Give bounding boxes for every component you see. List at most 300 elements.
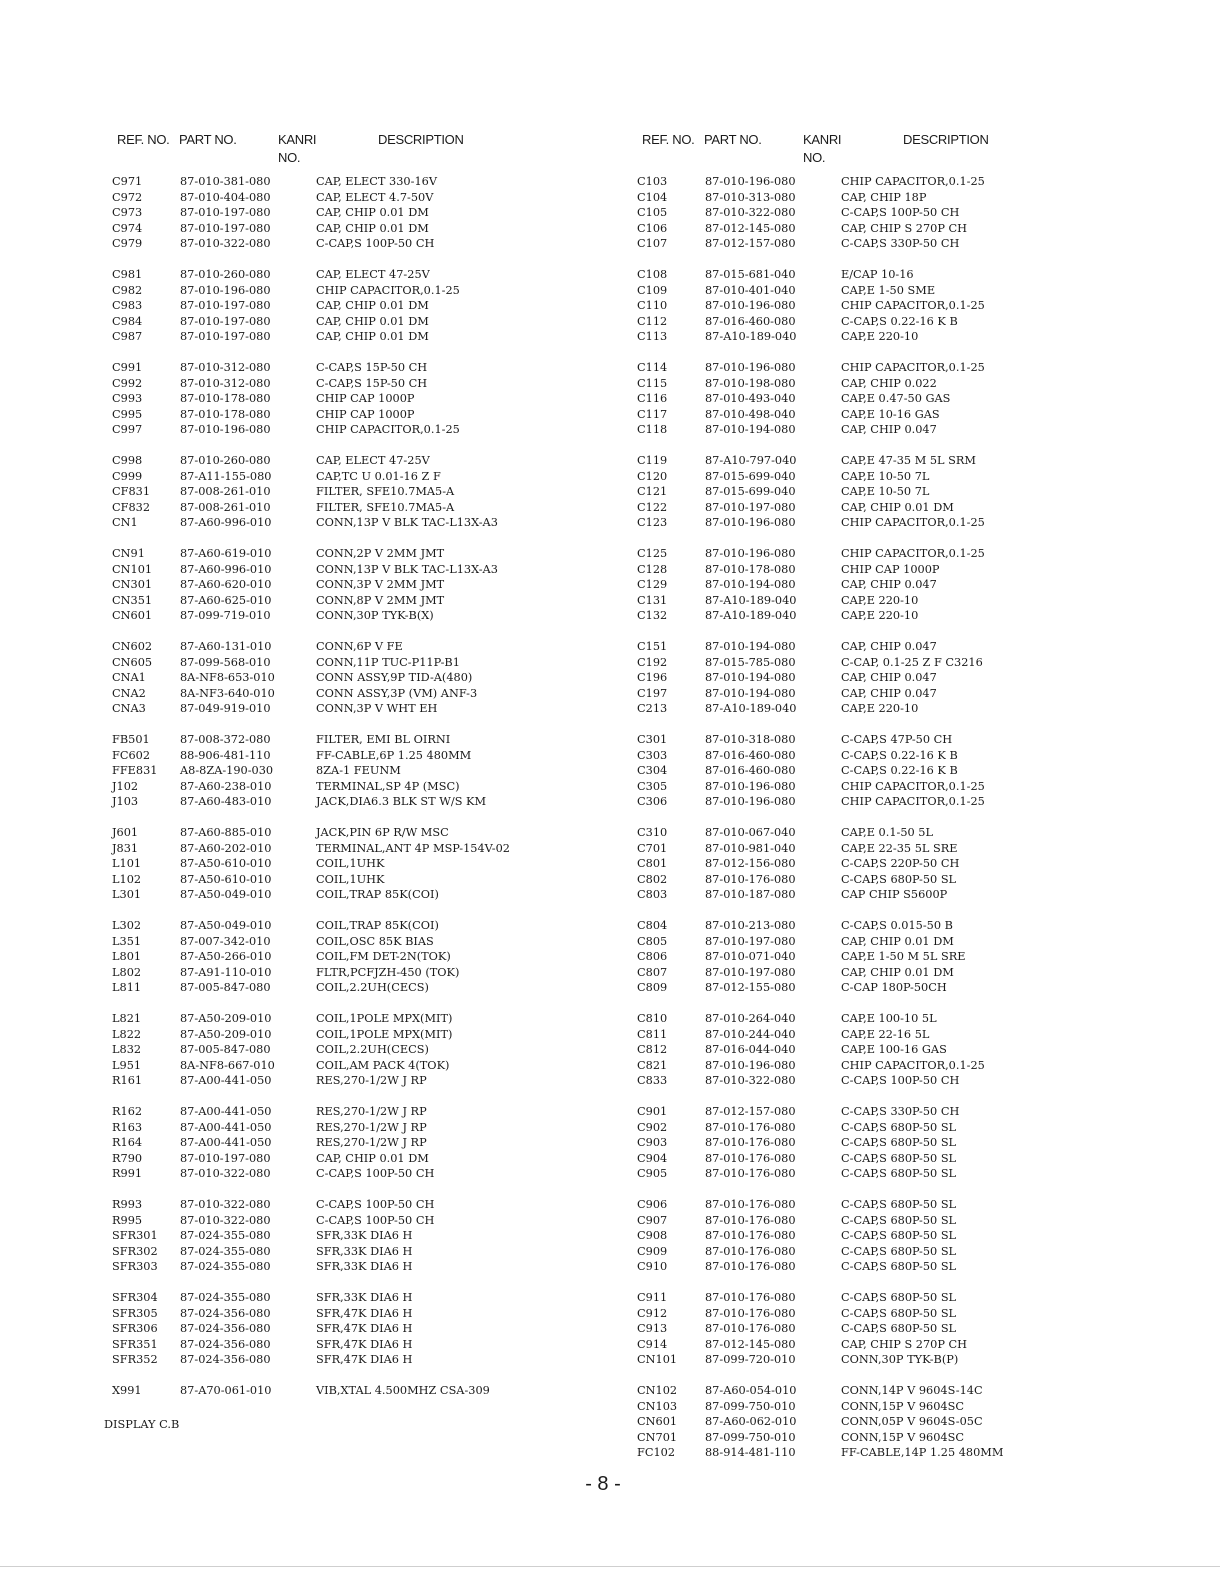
- description-cell: COIL,1UHK: [316, 872, 385, 886]
- ref-no-cell: C908: [637, 1229, 668, 1242]
- part-no-cell: 87-010-197-080: [180, 206, 271, 219]
- parts-row: [637, 205, 1197, 221]
- ref-no-cell: C106: [637, 221, 668, 235]
- bottom-rule: [0, 1566, 1220, 1567]
- part-no-cell: 87-005-847-080: [180, 981, 271, 994]
- ref-no-cell: L951: [112, 1058, 142, 1072]
- ref-no-cell: R993: [112, 1198, 143, 1211]
- parts-row: [112, 190, 672, 206]
- description-cell: CAP,E 10-50 7L: [841, 485, 930, 498]
- description-cell: CAP, CHIP 0.01 DM: [316, 206, 429, 219]
- part-no-cell: 87-010-197-080: [180, 221, 271, 235]
- ref-no-cell: L351: [112, 934, 142, 948]
- description-cell: CONN,11P TUC-P11P-B1: [316, 655, 460, 669]
- ref-no-cell: C129: [637, 578, 668, 591]
- ref-no-cell: C911: [637, 1291, 668, 1304]
- part-no-cell: 87-016-044-040: [705, 1043, 796, 1056]
- parts-row: [112, 515, 672, 531]
- parts-row: [112, 872, 672, 888]
- parts-row: [112, 469, 672, 485]
- ref-no-cell: C131: [637, 593, 668, 607]
- part-no-cell: 87-099-750-010: [705, 1430, 796, 1444]
- parts-row: [637, 918, 1197, 934]
- part-no-cell: 87-024-356-080: [180, 1306, 271, 1320]
- part-no-cell: 87-010-176-080: [705, 1322, 796, 1335]
- parts-row: [637, 856, 1197, 872]
- ref-no-cell: C982: [112, 283, 143, 297]
- ref-no-cell: C906: [637, 1198, 668, 1211]
- part-no-cell: 87-A60-619-010: [180, 547, 272, 560]
- parts-row: [112, 841, 672, 857]
- description-cell: CHIP CAPACITOR,0.1-25: [841, 175, 985, 188]
- description-cell: CAP, CHIP 0.047: [841, 686, 937, 700]
- part-no-cell: 87-024-356-080: [180, 1322, 271, 1335]
- parts-row: [112, 174, 672, 190]
- description-cell: C-CAP,S 680P-50 SL: [841, 1136, 957, 1149]
- part-no-cell: 87-A60-620-010: [180, 578, 272, 591]
- description-cell: SFR,33K DIA6 H: [316, 1291, 413, 1304]
- description-cell: C-CAP,S 680P-50 SL: [841, 1291, 957, 1304]
- description-cell: C-CAP,S 330P-50 CH: [841, 237, 960, 250]
- parts-row: [637, 1337, 1197, 1353]
- description-cell: C-CAP,S 100P-50 CH: [841, 1074, 960, 1087]
- part-no-cell: 87-010-404-080: [180, 190, 271, 204]
- parts-row: [112, 934, 672, 950]
- parts-row: [112, 1383, 672, 1399]
- parts-group: [637, 1197, 1197, 1275]
- description-cell: CAP, CHIP 0.01 DM: [316, 1151, 429, 1165]
- description-cell: CAP,E 1-50 SME: [841, 283, 936, 297]
- description-cell: SFR,47K DIA6 H: [316, 1337, 413, 1351]
- description-cell: C-CAP 180P-50CH: [841, 981, 947, 994]
- parts-row: [112, 1306, 672, 1322]
- part-no-cell: 87-010-197-080: [180, 299, 271, 312]
- ref-no-cell: R790: [112, 1151, 143, 1165]
- parts-row: [637, 841, 1197, 857]
- ref-no-cell: SFR304: [112, 1291, 158, 1304]
- ref-no-cell: R995: [112, 1213, 143, 1227]
- ref-no-cell: C701: [637, 841, 668, 855]
- parts-row: [112, 546, 672, 562]
- parts-row: [637, 639, 1197, 655]
- parts-column-right: [637, 130, 1197, 1476]
- part-no-cell: 87-010-176-080: [705, 872, 796, 886]
- parts-row: [112, 856, 672, 872]
- description-cell: CAP,E 100-16 GAS: [841, 1043, 947, 1056]
- ref-no-cell: C192: [637, 655, 668, 669]
- parts-row: [637, 1306, 1197, 1322]
- parts-rows-right: [637, 174, 1197, 1461]
- description-cell: CONN,14P V 9604S-14C: [841, 1384, 983, 1397]
- part-no-cell: 87-010-178-080: [180, 407, 271, 421]
- parts-row: [637, 1445, 1197, 1461]
- column-header: [112, 130, 672, 174]
- ref-no-cell: L302: [112, 919, 142, 932]
- ref-no-cell: SFR306: [112, 1322, 158, 1335]
- part-no-cell: 87-A10-189-040: [705, 609, 797, 622]
- ref-no-cell: C973: [112, 206, 143, 219]
- ref-no-cell: L811: [112, 981, 142, 994]
- part-no-cell: 87-007-342-010: [180, 934, 271, 948]
- ref-no-cell: R991: [112, 1167, 143, 1180]
- ref-no-cell: CN301: [112, 578, 153, 591]
- parts-row: [112, 283, 672, 299]
- parts-row: [637, 515, 1197, 531]
- parts-group: [637, 546, 1197, 624]
- part-no-cell: 87-010-244-040: [705, 1027, 796, 1041]
- part-no-cell: 87-A60-885-010: [180, 826, 272, 839]
- parts-row: [637, 794, 1197, 810]
- ref-no-cell: CF831: [112, 485, 151, 498]
- parts-row: [112, 360, 672, 376]
- parts-group: [112, 267, 672, 345]
- part-no-cell: 87-015-699-040: [705, 469, 796, 483]
- parts-row: [637, 298, 1197, 314]
- part-no-cell: 87-010-260-080: [180, 454, 271, 467]
- part-no-cell: 87-015-785-080: [705, 655, 796, 669]
- ref-no-cell: C902: [637, 1120, 668, 1134]
- description-cell: CHIP CAPACITOR,0.1-25: [841, 547, 985, 560]
- part-no-cell: 87-010-197-080: [180, 330, 271, 343]
- part-no-cell: 87-024-356-080: [180, 1337, 271, 1351]
- parts-row: [637, 190, 1197, 206]
- ref-no-cell: CN101: [112, 562, 153, 576]
- parts-row: [112, 1337, 672, 1353]
- part-no-cell: 87-024-355-080: [180, 1229, 271, 1242]
- ref-no-cell: C995: [112, 407, 143, 421]
- ref-no-cell: SFR351: [112, 1337, 158, 1351]
- ref-no-cell: C821: [637, 1058, 668, 1072]
- description-cell: COIL,2.2UH(CECS): [316, 1043, 429, 1056]
- part-no-cell: 87-024-355-080: [180, 1291, 271, 1304]
- parts-row: [112, 329, 672, 345]
- description-cell: CHIP CAPACITOR,0.1-25: [316, 423, 460, 436]
- parts-group: [112, 1383, 672, 1399]
- part-no-cell: 87-A60-202-010: [180, 841, 272, 855]
- part-no-cell: 87-010-176-080: [705, 1260, 796, 1273]
- part-no-cell: 87-010-196-080: [705, 1058, 796, 1072]
- part-no-cell: 87-010-322-080: [180, 1198, 271, 1211]
- part-no-cell: 87-A60-238-010: [180, 779, 272, 793]
- ref-no-cell: C987: [112, 330, 143, 343]
- part-no-cell: 87-010-176-080: [705, 1213, 796, 1227]
- description-cell: COIL,FM DET-2N(TOK): [316, 950, 451, 963]
- part-no-cell: 87-010-322-080: [180, 237, 271, 250]
- description-cell: CAP, CHIP 0.022: [841, 376, 937, 390]
- part-no-cell: 87-008-372-080: [180, 733, 271, 746]
- part-no-cell: 87-015-699-040: [705, 485, 796, 498]
- description-cell: SFR,33K DIA6 H: [316, 1229, 413, 1242]
- description-cell: RES,270-1/2W J RP: [316, 1074, 427, 1087]
- description-cell: SFR,33K DIA6 H: [316, 1244, 413, 1258]
- description-cell: CONN,8P V 2MM JMT: [316, 593, 445, 607]
- parts-group: [637, 453, 1197, 531]
- ref-no-cell: SFR301: [112, 1229, 158, 1242]
- parts-row: [637, 1414, 1197, 1430]
- part-no-cell: 87-A50-209-010: [180, 1027, 272, 1041]
- part-no-cell: 87-010-381-080: [180, 175, 271, 188]
- description-cell: CONN,3P V 2MM JMT: [316, 578, 445, 591]
- parts-group: [112, 639, 672, 717]
- parts-row: [112, 763, 672, 779]
- parts-row: [112, 500, 672, 516]
- description-cell: SFR,33K DIA6 H: [316, 1260, 413, 1273]
- part-no-cell: 87-024-355-080: [180, 1260, 271, 1273]
- ref-no-cell: C116: [637, 392, 668, 405]
- ref-no-cell: C304: [637, 764, 668, 777]
- ref-no-cell: C910: [637, 1260, 668, 1273]
- part-no-cell: 87-A00-441-050: [180, 1074, 272, 1087]
- parts-row: [637, 267, 1197, 283]
- header-ref-no: REF. NO.: [117, 132, 170, 147]
- parts-group: [637, 267, 1197, 345]
- description-cell: C-CAP,S 680P-50 SL: [841, 1213, 957, 1227]
- parts-row: [637, 1430, 1197, 1446]
- parts-row: [112, 1244, 672, 1260]
- ref-no-cell: CN701: [637, 1430, 678, 1444]
- part-no-cell: 87-010-981-040: [705, 841, 796, 855]
- ref-no-cell: FFE831: [112, 764, 158, 777]
- part-no-cell: 87-A50-610-010: [180, 872, 272, 886]
- description-cell: CONN,30P TYK-B(X): [316, 609, 434, 622]
- description-cell: TERMINAL,ANT 4P MSP-154V-02: [316, 841, 510, 855]
- part-no-cell: 87-010-067-040: [705, 826, 796, 839]
- description-cell: COIL,2.2UH(CECS): [316, 981, 429, 994]
- part-no-cell: 87-A50-266-010: [180, 950, 272, 963]
- part-no-cell: 87-010-196-080: [705, 795, 796, 808]
- ref-no-cell: C113: [637, 330, 668, 343]
- part-no-cell: 87-010-498-040: [705, 407, 796, 421]
- ref-no-cell: R164: [112, 1136, 143, 1149]
- ref-no-cell: C802: [637, 872, 668, 886]
- ref-no-cell: C112: [637, 314, 668, 328]
- parts-row: [112, 1352, 672, 1368]
- parts-row: [112, 562, 672, 578]
- description-cell: RES,270-1/2W J RP: [316, 1120, 427, 1134]
- parts-row: [112, 1228, 672, 1244]
- parts-row: [637, 1151, 1197, 1167]
- part-no-cell: 87-010-312-080: [180, 361, 271, 374]
- header-ref-no: REF. NO.: [642, 132, 695, 147]
- description-cell: CONN ASSY,3P (VM) ANF-3: [316, 686, 478, 700]
- parts-row: [637, 1213, 1197, 1229]
- ref-no-cell: C993: [112, 392, 143, 405]
- part-no-cell: 87-010-313-080: [705, 190, 796, 204]
- ref-no-cell: C118: [637, 423, 668, 436]
- description-cell: C-CAP,S 680P-50 SL: [841, 1322, 957, 1335]
- parts-group: [637, 732, 1197, 810]
- parts-row: [637, 236, 1197, 252]
- description-cell: CAP, CHIP 0.047: [841, 671, 937, 684]
- part-no-cell: 87-012-145-080: [705, 221, 796, 235]
- parts-row: [112, 1011, 672, 1027]
- ref-no-cell: FC602: [112, 748, 151, 762]
- ref-no-cell: C310: [637, 826, 668, 839]
- description-cell: JACK,DIA6.3 BLK ST W/S KM: [316, 795, 487, 808]
- ref-no-cell: L801: [112, 950, 142, 963]
- ref-no-cell: C984: [112, 314, 143, 328]
- ref-no-cell: L822: [112, 1027, 142, 1041]
- parts-row: [637, 872, 1197, 888]
- part-no-cell: 87-049-919-010: [180, 702, 271, 715]
- parts-row: [112, 1197, 672, 1213]
- parts-row: [112, 949, 672, 965]
- parts-row: [637, 965, 1197, 981]
- parts-row: [637, 469, 1197, 485]
- description-cell: FF-CABLE,6P 1.25 480MM: [316, 748, 472, 762]
- header-description: DESCRIPTION: [378, 132, 464, 147]
- parts-group: [112, 1011, 672, 1089]
- description-cell: CAP,E 0.1-50 5L: [841, 826, 933, 839]
- ref-no-cell: C971: [112, 175, 143, 188]
- description-cell: C-CAP,S 680P-50 SL: [841, 1306, 957, 1320]
- part-no-cell: 87-A50-209-010: [180, 1012, 272, 1025]
- parts-row: [637, 283, 1197, 299]
- parts-row: [112, 655, 672, 671]
- description-cell: CAP, ELECT 4.7-50V: [316, 190, 434, 204]
- description-cell: C-CAP,S 680P-50 SL: [841, 1229, 957, 1242]
- ref-no-cell: SFR352: [112, 1353, 158, 1366]
- parts-row: [637, 608, 1197, 624]
- part-no-cell: 87-010-196-080: [705, 547, 796, 560]
- ref-no-cell: C119: [637, 454, 668, 467]
- part-no-cell: 87-010-196-080: [705, 175, 796, 188]
- parts-row: [112, 407, 672, 423]
- part-no-cell: 87-010-176-080: [705, 1229, 796, 1242]
- parts-row: [637, 1399, 1197, 1415]
- parts-row: [112, 686, 672, 702]
- ref-no-cell: C807: [637, 965, 668, 979]
- ref-no-cell: C904: [637, 1151, 668, 1165]
- parts-row: [112, 1321, 672, 1337]
- ref-no-cell: L101: [112, 857, 142, 870]
- part-no-cell: 87-010-197-080: [705, 500, 796, 514]
- parts-row: [112, 314, 672, 330]
- ref-no-cell: C103: [637, 175, 668, 188]
- parts-row: [112, 701, 672, 717]
- part-no-cell: 87-A60-054-010: [705, 1384, 797, 1397]
- ref-no-cell: C903: [637, 1136, 668, 1149]
- parts-group: [637, 1011, 1197, 1089]
- parts-row: [112, 453, 672, 469]
- description-cell: CAP, CHIP 0.01 DM: [316, 330, 429, 343]
- ref-no-cell: C306: [637, 795, 668, 808]
- part-no-cell: 87-A00-441-050: [180, 1105, 272, 1118]
- part-no-cell: 87-010-176-080: [705, 1244, 796, 1258]
- parts-group: [112, 1197, 672, 1275]
- description-cell: FILTER, SFE10.7MA5-A: [316, 485, 455, 498]
- ref-no-cell: C981: [112, 268, 143, 281]
- part-no-cell: 87-016-460-080: [705, 748, 796, 762]
- parts-row: [637, 1104, 1197, 1120]
- parts-group: [637, 1383, 1197, 1461]
- part-no-cell: 87-010-196-080: [705, 299, 796, 312]
- ref-no-cell: C105: [637, 206, 668, 219]
- parts-row: [637, 562, 1197, 578]
- parts-row: [637, 1383, 1197, 1399]
- ref-no-cell: C972: [112, 190, 143, 204]
- description-cell: COIL,1UHK: [316, 857, 385, 870]
- part-no-cell: 87-A11-155-080: [180, 469, 272, 483]
- description-cell: CAP, CHIP 0.047: [841, 578, 937, 591]
- description-cell: CAP, CHIP 0.01 DM: [841, 934, 954, 948]
- parts-group: [112, 825, 672, 903]
- parts-group: [112, 546, 672, 624]
- parts-row: [637, 376, 1197, 392]
- section-label: DISPLAY C.B: [104, 1418, 180, 1431]
- part-no-cell: 87-A70-061-010: [180, 1384, 272, 1397]
- ref-no-cell: C809: [637, 981, 668, 994]
- part-no-cell: 87-010-318-080: [705, 733, 796, 746]
- part-no-cell: 87-012-145-080: [705, 1337, 796, 1351]
- description-cell: CAP, CHIP 0.01 DM: [316, 221, 429, 235]
- parts-row: [112, 825, 672, 841]
- description-cell: CAP, ELECT 330-16V: [316, 175, 437, 188]
- parts-group: [112, 174, 672, 252]
- description-cell: FF-CABLE,14P 1.25 480MM: [841, 1446, 1004, 1459]
- parts-row: [112, 670, 672, 686]
- parts-row: [637, 453, 1197, 469]
- parts-row: [637, 1027, 1197, 1043]
- parts-row: [112, 732, 672, 748]
- ref-no-cell: CN601: [112, 609, 153, 622]
- ref-no-cell: C998: [112, 454, 143, 467]
- parts-row: [112, 1027, 672, 1043]
- part-no-cell: 87-010-176-080: [705, 1136, 796, 1149]
- ref-no-cell: C999: [112, 469, 143, 483]
- parts-row: [637, 655, 1197, 671]
- parts-row: [637, 329, 1197, 345]
- part-no-cell: 87-A60-996-010: [180, 516, 272, 529]
- description-cell: CAP,E 1-50 M 5L SRE: [841, 950, 966, 963]
- part-no-cell: 87-099-750-010: [705, 1399, 796, 1413]
- part-no-cell: 87-010-196-080: [705, 516, 796, 529]
- description-cell: C-CAP,S 47P-50 CH: [841, 733, 953, 746]
- description-cell: CAP,E 47-35 M 5L SRM: [841, 454, 976, 467]
- part-no-cell: 87-099-568-010: [180, 655, 271, 669]
- part-no-cell: 87-A00-441-050: [180, 1136, 272, 1149]
- parts-row: [112, 422, 672, 438]
- ref-no-cell: C905: [637, 1167, 668, 1180]
- description-cell: CAP, CHIP 0.047: [841, 423, 937, 436]
- ref-no-cell: J102: [112, 779, 139, 793]
- description-cell: CAP,E 0.47-50 GAS: [841, 392, 951, 405]
- parts-row: [112, 1290, 672, 1306]
- part-no-cell: 87-015-681-040: [705, 268, 796, 281]
- ref-no-cell: C123: [637, 516, 668, 529]
- parts-row: [112, 1120, 672, 1136]
- description-cell: CHIP CAPACITOR,0.1-25: [841, 516, 985, 529]
- ref-no-cell: CN601: [637, 1415, 678, 1428]
- parts-row: [637, 887, 1197, 903]
- description-cell: CONN,15P V 9604SC: [841, 1399, 964, 1413]
- ref-no-cell: FB501: [112, 733, 150, 746]
- parts-row: [112, 980, 672, 996]
- ref-no-cell: C974: [112, 221, 143, 235]
- part-no-cell: 8A-NF8-653-010: [180, 671, 275, 684]
- parts-row: [637, 949, 1197, 965]
- ref-no-cell: C108: [637, 268, 668, 281]
- parts-row: [637, 934, 1197, 950]
- ref-no-cell: L821: [112, 1012, 142, 1025]
- parts-row: [637, 1166, 1197, 1182]
- description-cell: FILTER, EMI BL OIRNI: [316, 733, 451, 746]
- ref-no-cell: L802: [112, 965, 142, 979]
- part-no-cell: 87-010-260-080: [180, 268, 271, 281]
- ref-no-cell: C128: [637, 562, 668, 576]
- ref-no-cell: C110: [637, 299, 668, 312]
- ref-no-cell: C151: [637, 640, 668, 653]
